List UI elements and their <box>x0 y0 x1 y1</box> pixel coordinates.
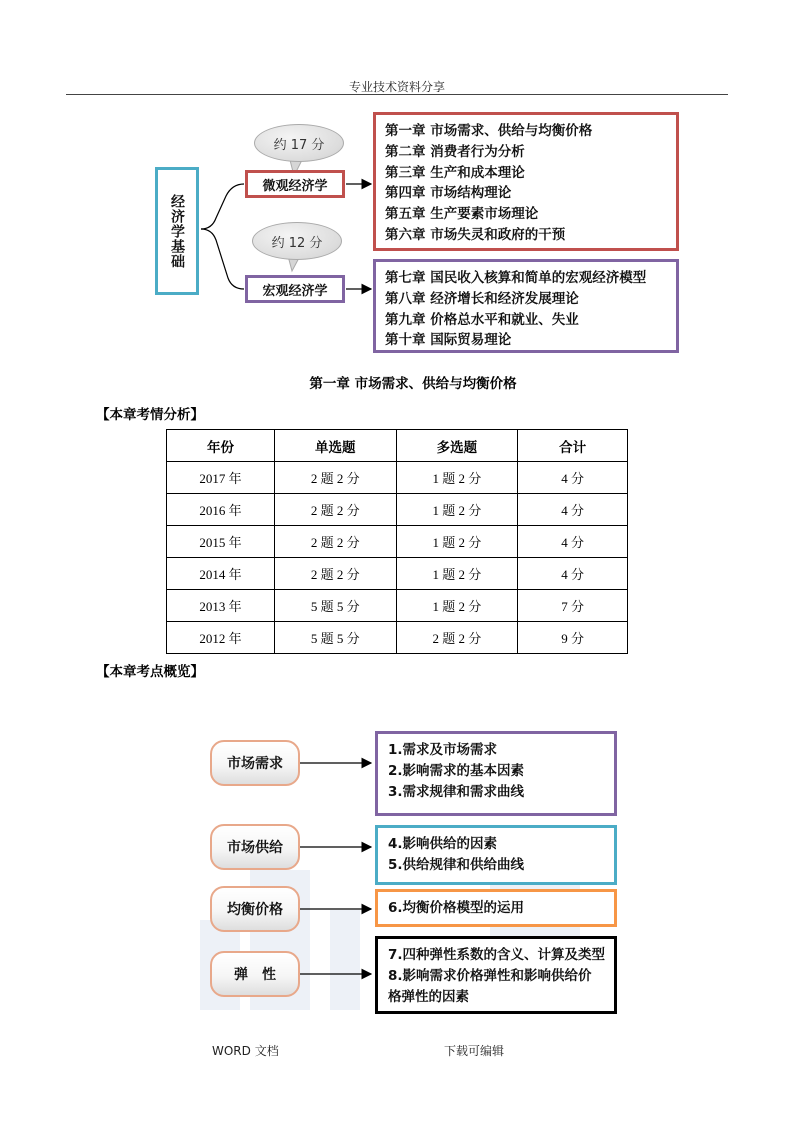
topic-item: 7.四种弹性系数的含义、计算及类型 <box>388 947 606 963</box>
micro-box <box>245 170 345 198</box>
cell-total: 4 分 <box>518 462 628 494</box>
macro-estimate-bubble <box>252 222 342 260</box>
table-row <box>167 462 628 494</box>
cell-multi: 1 题 2 分 <box>396 462 518 494</box>
bracket-lower <box>201 229 244 289</box>
macro-estimate: 约 12 分 <box>271 235 323 251</box>
chapter-item: 第一章 市场需求、供给与均衡价格 <box>385 123 593 139</box>
chapter-item: 第六章 市场失灵和政府的干预 <box>385 226 566 243</box>
analysis-heading: 【本章考情分析】 <box>96 407 204 423</box>
chapter-item: 第三章 生产和成本理论 <box>385 164 525 181</box>
header-year: 年份 <box>167 430 275 462</box>
chapter-title: 第一章 市场需求、供给与均衡价格 <box>309 376 517 392</box>
cell-single: 2 题 2 分 <box>274 558 396 590</box>
overview-heading: 【本章考点概览】 <box>96 664 204 680</box>
exam-table <box>166 429 628 654</box>
topic-item: 5.供给规律和供给曲线 <box>388 856 525 873</box>
cell-year: 2014 年 <box>167 558 275 590</box>
cell-single: 5 题 5 分 <box>274 622 396 654</box>
cell-total: 4 分 <box>518 558 628 590</box>
chapter-item: 第五章 生产要素市场理论 <box>385 206 539 223</box>
micro-chapters-box <box>373 112 679 251</box>
cell-multi: 1 题 2 分 <box>396 590 518 622</box>
table-row <box>167 590 628 622</box>
cell-year: 2012 年 <box>167 622 275 654</box>
cell-year: 2013 年 <box>167 590 275 622</box>
topic-box-equilibrium <box>375 889 617 927</box>
cell-multi: 2 题 2 分 <box>396 622 518 654</box>
topic-box-supply <box>375 825 617 885</box>
cell-single: 2 题 2 分 <box>274 526 396 558</box>
topic-label: 弹 性 <box>234 967 276 983</box>
topic-label: 市场需求 <box>227 756 283 772</box>
topic-pill-demand <box>210 740 300 786</box>
footer-right: 下载可编辑 <box>444 1044 505 1058</box>
macro-label: 宏观经济学 <box>262 283 328 299</box>
root-box <box>155 167 199 295</box>
chapter-item: 第八章 经济增长和经济发展理论 <box>385 290 579 307</box>
page-header: 专业技术资料分享 <box>348 80 445 94</box>
topic-label: 均衡价格 <box>227 902 283 918</box>
cell-multi: 1 题 2 分 <box>396 526 518 558</box>
table-row <box>167 622 628 654</box>
bracket-upper <box>201 184 244 229</box>
cell-single: 2 题 2 分 <box>274 462 396 494</box>
macro-box <box>245 275 345 303</box>
cell-total: 9 分 <box>518 622 628 654</box>
topic-item: 1.需求及市场需求 <box>388 742 498 758</box>
topic-pill-elasticity <box>210 951 300 997</box>
cell-multi: 1 题 2 分 <box>396 494 518 526</box>
header-multi: 多选题 <box>396 430 518 462</box>
table-row <box>167 558 628 590</box>
micro-label: 微观经济学 <box>262 178 328 194</box>
cell-year: 2015 年 <box>167 526 275 558</box>
chapter-item: 第十章 国际贸易理论 <box>385 332 512 349</box>
topic-item: 2.影响需求的基本因素 <box>388 762 525 779</box>
topic-pill-supply <box>210 824 300 870</box>
macro-chapters-box <box>373 259 679 353</box>
topic-item: 4.影响供给的因素 <box>388 836 498 852</box>
micro-estimate-bubble <box>254 124 344 162</box>
cell-single: 2 题 2 分 <box>274 494 396 526</box>
chapter-item: 第七章 国民收入核算和简单的宏观经济模型 <box>385 270 647 286</box>
footer-left: WORD 文档 <box>212 1044 279 1058</box>
header-total: 合计 <box>518 430 628 462</box>
cell-year: 2016 年 <box>167 494 275 526</box>
root-label: 经济学基础 <box>169 193 185 269</box>
cell-total: 4 分 <box>518 526 628 558</box>
cell-single: 5 题 5 分 <box>274 590 396 622</box>
chapter-item: 第九章 价格总水平和就业、失业 <box>385 311 579 328</box>
topic-item: 格弹性的因素 <box>388 988 469 1005</box>
topic-item: 3.需求规律和需求曲线 <box>388 783 525 800</box>
topic-label: 市场供给 <box>227 840 283 856</box>
cell-total: 4 分 <box>518 494 628 526</box>
table-header-row <box>167 430 628 462</box>
cell-multi: 1 题 2 分 <box>396 558 518 590</box>
table-row <box>167 526 628 558</box>
header-single: 单选题 <box>274 430 396 462</box>
topic-pill-equilibrium <box>210 886 300 932</box>
chapter-item: 第四章 市场结构理论 <box>385 185 512 202</box>
topic-item: 6.均衡价格模型的运用 <box>388 900 525 916</box>
table-row <box>167 494 628 526</box>
topic-item: 8.影响需求价格弹性和影响供给价 <box>388 967 592 984</box>
topic-box-elasticity <box>375 936 617 1014</box>
cell-year: 2017 年 <box>167 462 275 494</box>
micro-estimate: 约 17 分 <box>273 137 325 153</box>
cell-total: 7 分 <box>518 590 628 622</box>
chapter-item: 第二章 消费者行为分析 <box>385 143 525 160</box>
topic-box-demand <box>375 731 617 816</box>
